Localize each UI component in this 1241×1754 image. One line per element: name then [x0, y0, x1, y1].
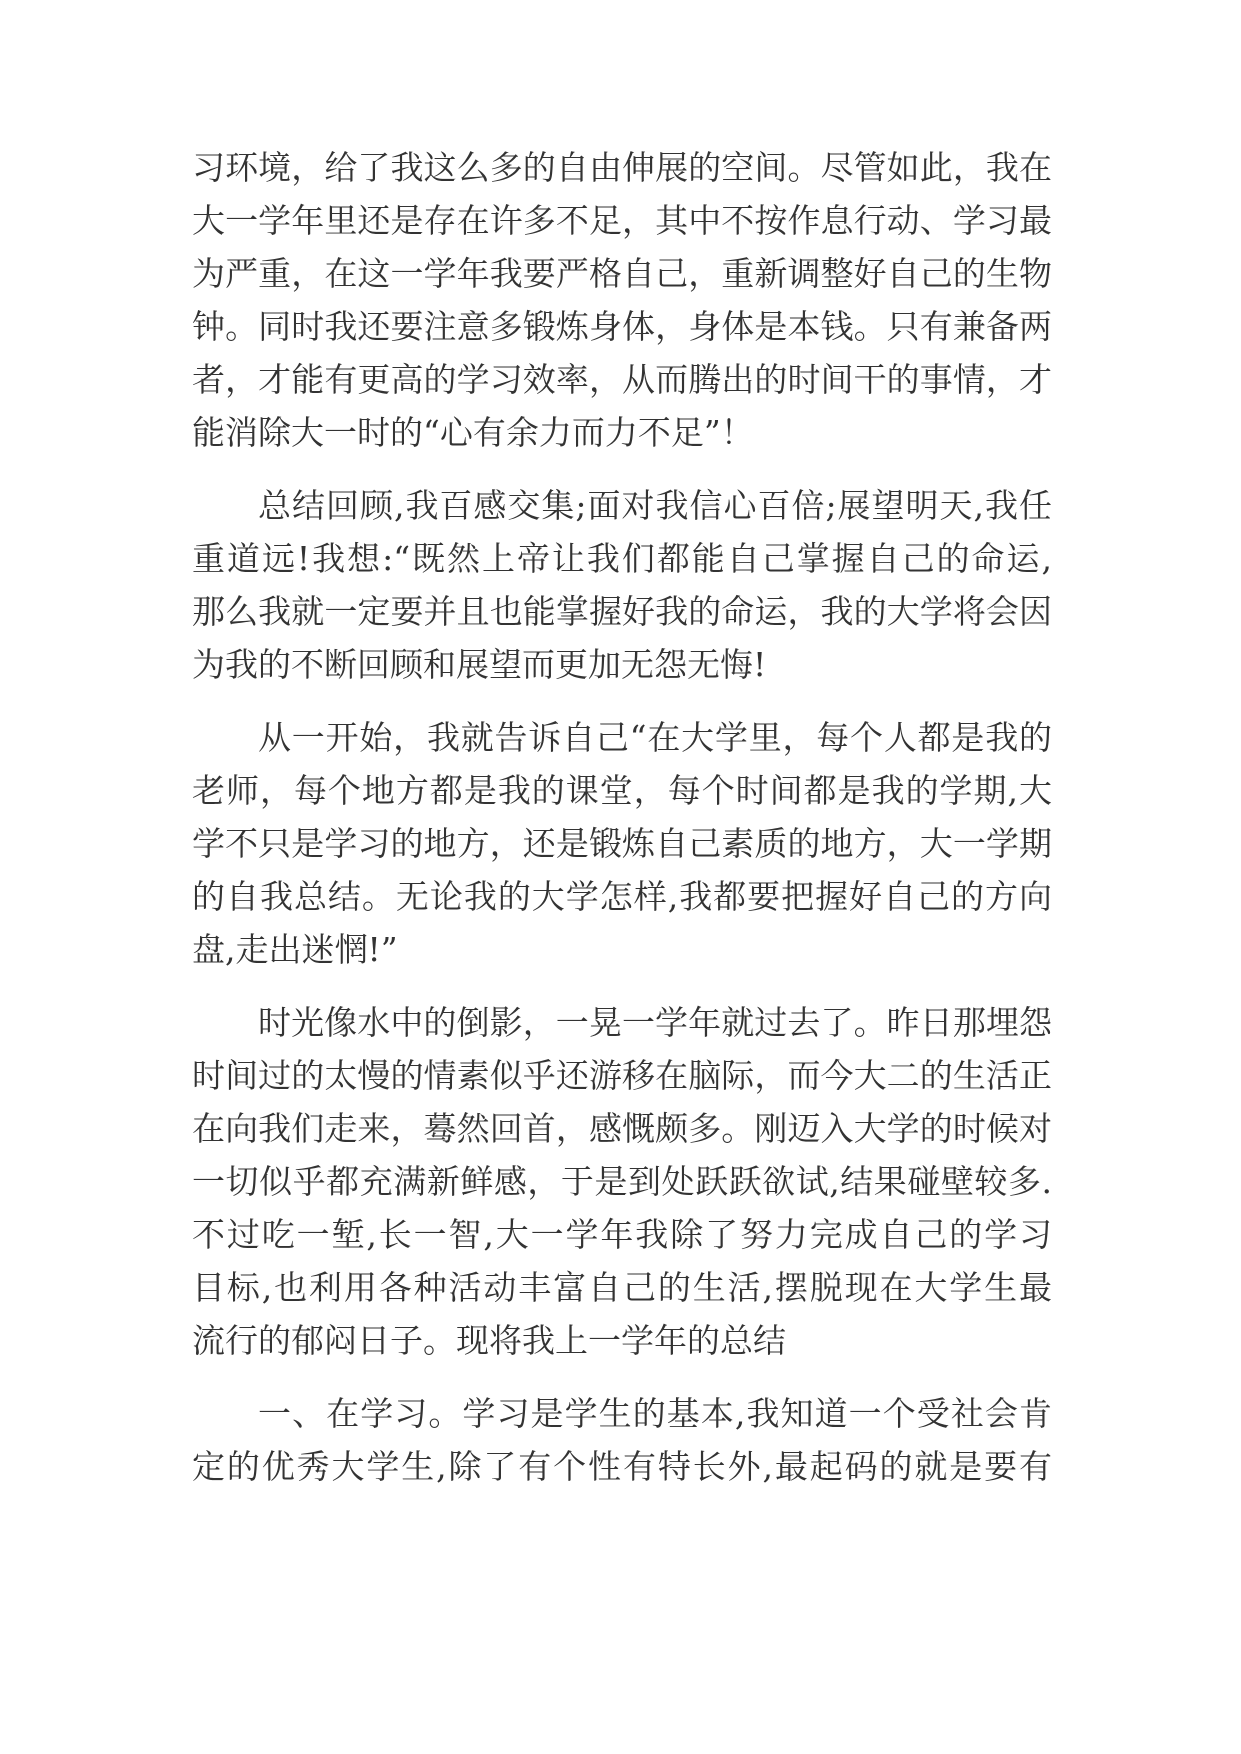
text-line: 大一学年里还是存在许多不足，其中不按作息行动、学习最: [192, 201, 1052, 240]
text-line: 为严重，在这一学年我要严格自己，重新调整好自己的生物: [192, 254, 1052, 293]
text-line: 能消除大一时的“心有余力而力不足”！: [192, 413, 754, 452]
text-line: 重道远!我想:“既然上帝让我们都能自己掌握自己的命运,: [192, 539, 1052, 578]
text-line: 钟。同时我还要注意多锻炼身体，身体是本钱。只有兼备两: [192, 307, 1052, 346]
text-line: 目标,也利用各种活动丰富自己的生活,摆脱现在大学生最: [192, 1268, 1052, 1307]
paragraph-first-line: 从一开始，我就告诉自己“在大学里，每个人都是我的: [258, 718, 1052, 757]
text-line: 的自我总结。无论我的大学怎样,我都要把握好自己的方向: [192, 877, 1052, 916]
text-line: 习环境，给了我这么多的自由伸展的空间。尽管如此，我在: [192, 148, 1052, 187]
text-line: 为我的不断回顾和展望而更加无怨无悔!: [192, 645, 767, 684]
text-line: 学不只是学习的地方，还是锻炼自己素质的地方，大一学期: [192, 824, 1052, 863]
text-line: 时间过的太慢的情素似乎还游移在脑际，而今大二的生活正: [192, 1056, 1052, 1095]
paragraph-first-line: 时光像水中的倒影，一晃一学年就过去了。昨日那埋怨: [258, 1003, 1052, 1042]
text-line: 定的优秀大学生,除了有个性有特长外,最起码的就是要有: [192, 1447, 1052, 1486]
paragraph-first-line: 一、在学习。学习是学生的基本,我知道一个受社会肯: [258, 1394, 1052, 1433]
text-line: 盘,走出迷惘!”: [192, 930, 398, 969]
paragraph-first-line: 总结回顾,我百感交集;面对我信心百倍;展望明天,我任: [258, 486, 1052, 525]
text-line: 那么我就一定要并且也能掌握好我的命运，我的大学将会因: [192, 592, 1052, 631]
text-line: 流行的郁闷日子。现将我上一学年的总结: [192, 1321, 786, 1360]
text-line: 在向我们走来，蓦然回首，感慨颇多。刚迈入大学的时候对: [192, 1109, 1052, 1148]
text-line: 者，才能有更高的学习效率，从而腾出的时间干的事情，才: [192, 360, 1052, 399]
text-line: 一切似乎都充满新鲜感，于是到处跃跃欲试,结果碰壁较多.: [192, 1162, 1052, 1201]
text-line: 老师，每个地方都是我的课堂，每个时间都是我的学期,大: [192, 771, 1052, 810]
text-line: 不过吃一堑,长一智,大一学年我除了努力完成自己的学习: [192, 1215, 1052, 1254]
